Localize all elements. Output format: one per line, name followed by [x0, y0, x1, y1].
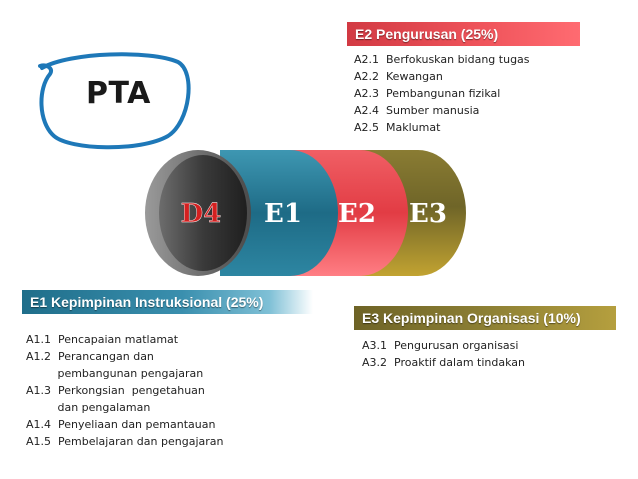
section-e3-list [362, 337, 525, 371]
list-item: A1.2 Perancangan dan [26, 350, 154, 363]
list-item: A2.5 Maklumat [354, 121, 441, 134]
section-e1-list [26, 331, 223, 450]
label-e1: E1 [264, 199, 302, 229]
list-item: A2.4 Sumber manusia [354, 104, 480, 117]
label-d4: D4 [180, 199, 222, 229]
label-e3: E3 [409, 199, 447, 229]
list-item: A3.1 Pengurusan organisasi [362, 339, 519, 352]
section-e3-header: E3 Kepimpinan Organisasi (10%) [354, 306, 616, 330]
list-item: A2.3 Pembangunan fizikal [354, 87, 501, 100]
list-item: A2.2 Kewangan [354, 70, 443, 83]
pta-label: PTA [86, 76, 151, 111]
section-e2-header: E2 Pengurusan (25%) [347, 22, 580, 46]
list-item: A1.3 Perkongsian pengetahuan [26, 384, 205, 397]
list-item: pembangunan pengajaran [26, 367, 204, 380]
list-item: A1.1 Pencapaian matlamat [26, 333, 179, 346]
list-item: A3.2 Proaktif dalam tindakan [362, 356, 525, 369]
list-item: dan pengalaman [26, 401, 151, 414]
list-item: A1.5 Pembelajaran dan pengajaran [26, 435, 224, 448]
list-item: A1.4 Penyeliaan dan pemantauan [26, 418, 216, 431]
list-item: A2.1 Berfokuskan bidang tugas [354, 53, 530, 66]
label-e2: E2 [338, 199, 376, 229]
section-e1-header: E1 Kepimpinan Instruksional (25%) [22, 290, 313, 314]
section-e2-list [354, 51, 530, 136]
